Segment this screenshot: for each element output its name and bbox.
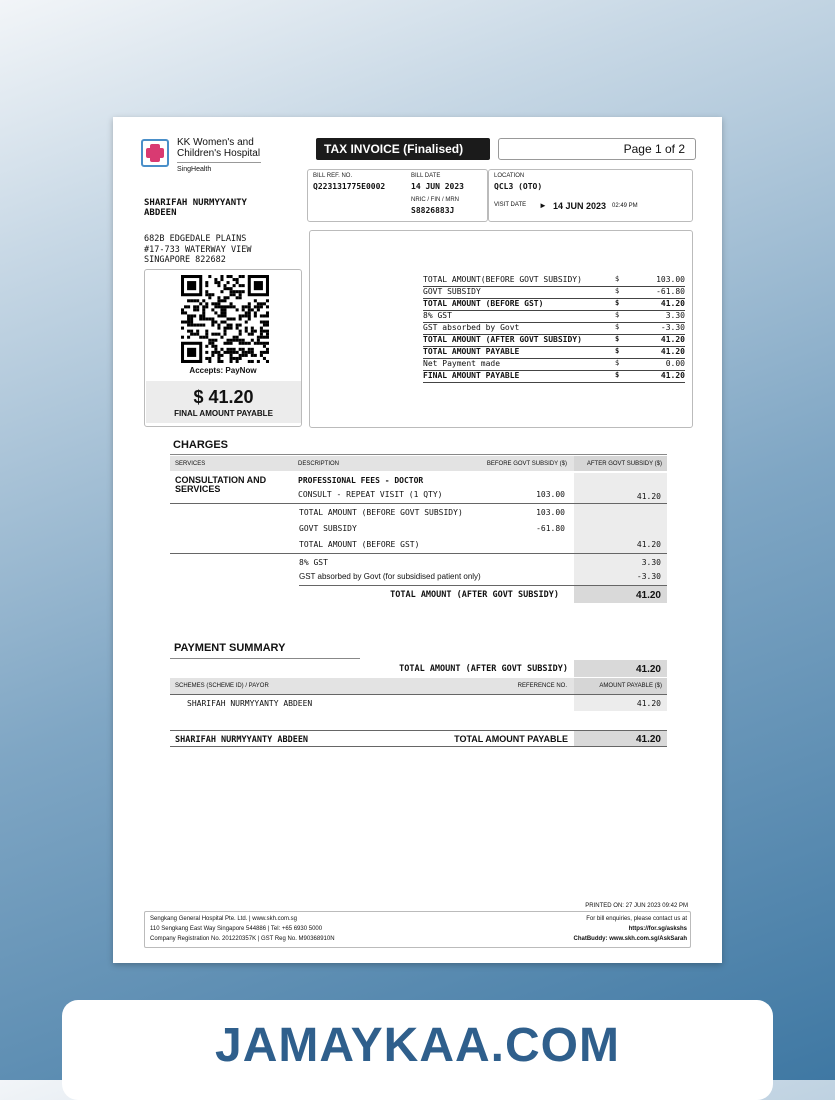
nric-label: NRIC / FIN / MRN: [411, 197, 459, 203]
final-amount: $ 41.20: [193, 387, 254, 407]
summary-desc: TOTAL AMOUNT PAYABLE: [423, 347, 520, 356]
gst-absorbed: GST absorbed by Govt (for subsidised patient only): [299, 572, 481, 581]
summary-currency: $: [615, 287, 620, 295]
summary-desc: GST absorbed by Govt: [423, 323, 520, 332]
charge-item-after: 41.20: [636, 492, 661, 501]
bill-date-value: 14 JUN 2023: [411, 182, 464, 191]
charges-divider: [170, 503, 667, 504]
charges-total-after: TOTAL AMOUNT (AFTER GOVT SUBSIDY): [390, 590, 559, 600]
ps-footer-label: TOTAL AMOUNT PAYABLE: [454, 734, 568, 744]
govt-subsidy-value: -61.80: [536, 524, 565, 533]
service-name: CONSULTATION AND SERVICES: [175, 475, 267, 494]
invoice-status-badge: TAX INVOICE (Finalised): [316, 138, 490, 160]
summary-currency: $: [615, 347, 620, 355]
total-before-subsidy-value: 103.00: [536, 508, 565, 517]
summary-row: [423, 370, 685, 383]
summary-currency: $: [615, 275, 620, 283]
summary-desc: GOVT SUBSIDY: [423, 287, 481, 296]
enquiry-link[interactable]: https://for.sg/askshs: [628, 926, 687, 932]
summary-value: -3.30: [660, 323, 685, 332]
summary-desc: TOTAL AMOUNT(BEFORE GOVT SUBSIDY): [423, 275, 582, 284]
hospital-name: KK Women's and Children's Hospital: [177, 137, 261, 159]
summary-currency: $: [615, 335, 620, 343]
summary-desc: FINAL AMOUNT PAYABLE: [423, 371, 520, 380]
visit-date-value: 14 JUN 2023: [553, 201, 607, 211]
summary-value: 41.20: [660, 347, 685, 356]
govt-subsidy: GOVT SUBSIDY: [299, 524, 357, 533]
ps-total-after: TOTAL AMOUNT (AFTER GOVT SUBSIDY): [399, 664, 568, 674]
summary-value: 3.30: [665, 311, 685, 320]
watermark-text: JAMAYKAA.COM: [215, 1019, 620, 1072]
charges-total-after-value: 41.20: [635, 590, 661, 601]
charges-title: CHARGES: [173, 439, 229, 451]
col-after-subsidy: AFTER GOVT SUBSIDY ($): [586, 461, 662, 467]
ps-payor-amount: 41.20: [636, 699, 661, 708]
bill-ref-value: Q223131775E0002: [313, 182, 386, 191]
patient-name: SHARIFAH NURMYYANTY ABDEEN: [144, 198, 247, 218]
summary-desc: TOTAL AMOUNT (BEFORE GST): [423, 299, 544, 308]
summary-desc: TOTAL AMOUNT (AFTER GOVT SUBSIDY): [423, 335, 582, 344]
summary-desc: 8% GST: [423, 311, 452, 320]
summary-value: -61.80: [656, 287, 685, 296]
total-before-gst: TOTAL AMOUNT (BEFORE GST): [299, 540, 420, 549]
col-services: SERVICES: [175, 461, 206, 467]
summary-value: 103.00: [656, 275, 685, 284]
bill-ref-label: BILL REF. NO.: [313, 173, 353, 179]
total-before-subsidy: TOTAL AMOUNT (BEFORE GOVT SUBSIDY): [299, 508, 463, 517]
summary-desc: Net Payment made: [423, 359, 501, 368]
bill-date-label: BILL DATE: [411, 173, 441, 179]
ps-payor: SHARIFAH NURMYYANTY ABDEEN: [187, 699, 313, 708]
col-before-subsidy: BEFORE GOVT SUBSIDY ($): [486, 461, 567, 467]
visit-date-label: VISIT DATE: [494, 202, 527, 208]
col-reference: REFERENCE NO.: [517, 683, 567, 689]
ps-footer-rule-2: [170, 746, 667, 747]
ps-footer-name: SHARIFAH NURMYYANTY ABDEEN: [175, 735, 309, 745]
hospital-logo-icon: [141, 139, 169, 167]
summary-value: 41.20: [660, 299, 685, 308]
paynow-accepts: Accepts: PayNow: [189, 366, 257, 375]
gst-line: 8% GST: [299, 558, 328, 567]
location-value: QCL3 (OTO): [494, 182, 543, 191]
summary-currency: $: [615, 299, 620, 307]
charges-title-rule: [170, 454, 667, 455]
visit-arrow-icon: ►: [539, 201, 547, 210]
col-schemes: SCHEMES (SCHEME ID) / PAYOR: [175, 683, 269, 689]
payment-summary-title: PAYMENT SUMMARY: [174, 642, 286, 654]
patient-address: 682B EDGEDALE PLAINS #17-733 WATERWAY VIEW SINGAPORE 822682: [144, 234, 252, 265]
summary-value: 41.20: [660, 371, 685, 380]
printed-on: PRINTED ON: 27 JUN 2023 09:42 PM: [585, 903, 688, 909]
final-amount-label: FINAL AMOUNT PAYABLE: [174, 409, 273, 418]
footer-right: For bill enquiries, please contact us at https://for.sg/askshs ChatBuddy: www.skh.com.sg/AskSarah: [463, 914, 687, 944]
col-amount-payable: AMOUNT PAYABLE ($): [599, 683, 662, 689]
summary-currency: $: [615, 359, 620, 367]
footer-left: Sengkang General Hospital Pte. Ltd. | www.skh.com.sg 110 Sengkang East Way Singapore 544886 | Tel: +65 6930 5000 Company Registration No. 201220357K | GST Reg No. M90368910N: [150, 916, 335, 942]
gst-value: 3.30: [641, 558, 661, 567]
ps-total-after-value: 41.20: [635, 664, 661, 675]
charge-item-before: 103.00: [536, 490, 565, 499]
logo-divider: [177, 162, 261, 163]
summary-currency: $: [615, 311, 620, 319]
watermark-banner: [62, 1000, 773, 1100]
summary-value: 0.00: [665, 359, 685, 368]
paynow-qr-code-icon: [181, 275, 269, 363]
summary-currency: $: [615, 323, 620, 331]
charges-divider-2: [170, 553, 667, 554]
total-before-gst-value: 41.20: [636, 540, 661, 549]
chatbuddy-link[interactable]: www.skh.com.sg/AskSarah: [609, 936, 687, 942]
nric-value: S8826883J: [411, 206, 455, 215]
charge-item: CONSULT - REPEAT VISIT (1 QTY): [298, 490, 443, 499]
location-label: LOCATION: [494, 173, 525, 179]
charge-group-title: PROFESSIONAL FEES - DOCTOR: [298, 476, 424, 485]
payment-summary-rule: [170, 658, 360, 659]
summary-value: 41.20: [660, 335, 685, 344]
ps-footer-value: 41.20: [635, 734, 661, 745]
hospital-group: SingHealth: [177, 166, 212, 173]
visit-time: 02:49 PM: [612, 203, 638, 209]
page-indicator: Page 1 of 2: [498, 138, 696, 160]
summary-currency: $: [615, 371, 620, 379]
col-description: DESCRIPTION: [298, 461, 340, 467]
gst-absorbed-value: -3.30: [636, 572, 661, 581]
invoice-page: [113, 117, 722, 963]
